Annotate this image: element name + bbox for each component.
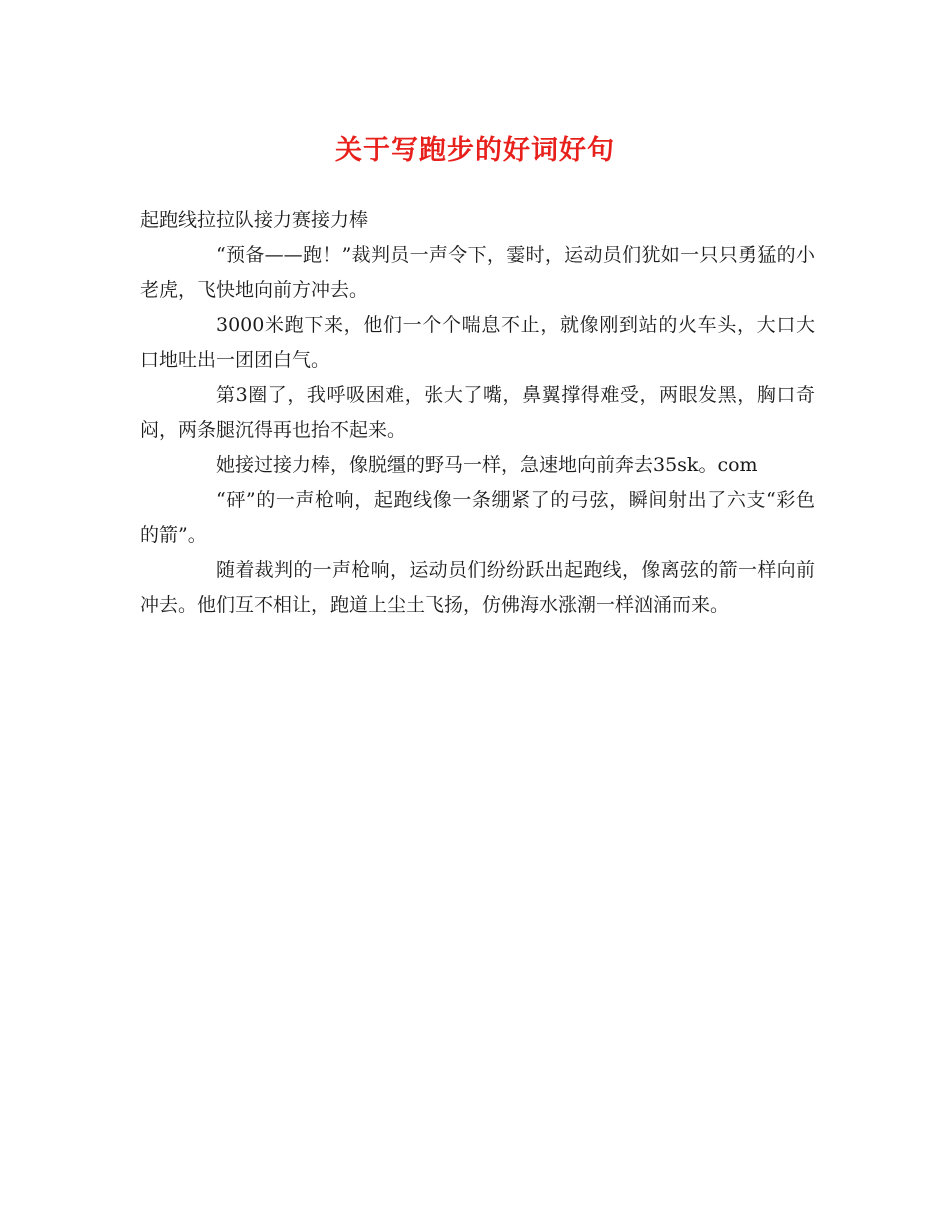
paragraph-5: “砰”的一声枪响，起跑线像一条绷紧了的弓弦，瞬间射出了六支“彩色的箭”。 (140, 489, 815, 546)
paragraph-6: 随着裁判的一声枪响，运动员们纷纷跃出起跑线，像离弦的箭一样向前冲去。他们互不相让，跑道上尘土飞扬，仿佛海水涨潮一样汹涌而来。 (140, 559, 815, 616)
keywords-line: 起跑线拉拉队接力赛接力棒 (140, 209, 369, 231)
paragraph-1: “预备——跑！”裁判员一声令下，霎时，运动员们犹如一只只勇猛的小老虎，飞快地向前方冲去。 (140, 244, 815, 301)
document-body (140, 203, 815, 623)
document-title: 关于写跑步的好词好句 (335, 135, 615, 166)
paragraph-3: 第3圈了，我呼吸困难，张大了嘴，鼻翼撑得难受，两眼发黑，胸口奇闷，两条腿沉得再也抬不起来。 (140, 384, 815, 441)
paragraph-4: 她接过接力棒，像脱缰的野马一样，急速地向前奔去35sk。com (216, 454, 758, 476)
paragraph-2: 3000米跑下来，他们一个个喘息不止，就像刚到站的火车头，大口大口地吐出一团团白气。 (140, 314, 815, 371)
